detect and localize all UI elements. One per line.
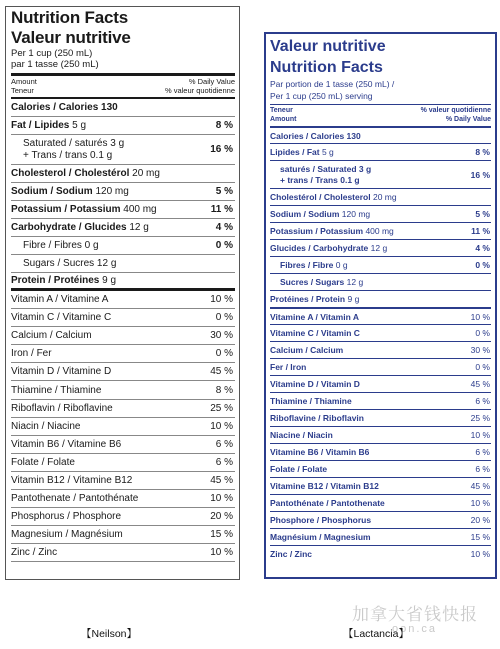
vitamin-name: Zinc / Zinc [11,547,58,559]
vitamin-row [11,472,235,490]
vitamin-row [11,309,235,327]
fat-qty: 5 g [72,120,87,131]
vitamin-name: Magnesium / Magnésium [11,529,123,541]
cholesterol-label: Cholestérol / Cholesterol [270,192,371,202]
calories-text: Calories / Calories 130 [11,102,118,113]
cholesterol-row [270,188,491,205]
fibre-row [11,237,235,255]
cholesterol-qty: 20 mg [132,168,160,179]
vitamin-name: Vitamin B12 / Vitamine B12 [11,474,133,486]
vitamin-dv: 10 % [210,547,233,559]
potassium-dv: 11 % [471,226,490,236]
vitamin-name: Pantothenate / Pantothénate [11,493,139,505]
vitamin-dv: 0 % [215,348,233,360]
serving-fr: par 1 tasse (250 mL) [11,59,99,70]
fibre-label: Fibres / Fibre [280,260,334,270]
vitamin-name: Vitamin B6 / Vitamine B6 [11,438,122,450]
vitamin-name: Vitamine B6 / Vitamin B6 [270,447,370,457]
vitamin-dv: 10 % [210,420,233,432]
teneur-header: Teneur [270,107,293,114]
cholesterol-row [11,165,235,183]
vitamin-name: Folate / Folate [270,464,328,474]
sodium-row [11,183,235,201]
vitamin-dv: 45 % [210,366,233,378]
vitamin-dv: 30 % [470,345,490,355]
vitamin-name: Calcium / Calcium [11,330,92,342]
potassium-qty: 400 mg [365,226,394,236]
fat-dv: 8 % [475,147,490,157]
vitamin-row [270,409,491,426]
vitamin-name: Pantothénate / Pantothenate [270,498,385,508]
vitamin-row [270,460,491,477]
vitamin-dv: 0 % [215,312,233,324]
vitamin-dv: 6 % [475,447,490,457]
vitamin-row [270,511,491,528]
vitamin-dv: 10 % [210,294,233,306]
vitamin-name: Riboflavine / Riboflavin [270,413,364,423]
vitamin-dv: 25 % [470,413,490,423]
vitamin-row [270,341,491,358]
vitamin-row [270,494,491,511]
vitamin-dv: 6 % [475,396,490,406]
fat-row [270,143,491,160]
serving-fr: Par portion de 1 tasse (250 mL) / [270,79,395,89]
carbohydrate-row [270,239,491,256]
vitamin-dv: 6 % [215,456,233,468]
vitamin-row [270,307,491,324]
protein-qty: 9 g [102,275,117,286]
calories-row [270,126,491,143]
vitamin-row [270,477,491,494]
protein-qty: 9 g [347,294,360,304]
vitamin-dv: 6 % [215,438,233,450]
serving-en: Per 1 cup (250 mL) [11,48,93,59]
vitamin-dv: 10 % [470,549,490,559]
vitamin-name: Vitamin D / Vitamine D [11,366,112,378]
fibre-text: Fibre / Fibres 0 g [23,240,99,251]
sodium-dv: 5 % [475,209,490,219]
column-header [270,104,491,126]
fat-label: Lipides / Fat [270,147,320,157]
sugars-text: Sugars / Sucres 12 g [23,258,117,269]
nutrition-label-lactancia [264,32,497,579]
carbohydrate-dv: 4 % [475,243,490,253]
sugars-qty: 12 g [346,277,364,287]
vitamin-name: Vitamine C / Vitamin C [270,328,360,338]
vitamin-row [270,426,491,443]
vitamin-name: Vitamine A / Vitamin A [270,311,359,322]
vitamin-name: Vitamine B12 / Vitamin B12 [270,481,379,491]
vitamin-row [11,381,235,399]
nutrition-label-neilson [5,6,240,580]
vitamin-dv: 45 % [210,474,233,486]
sodium-row [270,205,491,222]
vitamin-name: Magnésium / Magnesium [270,532,371,542]
vitamin-row [270,358,491,375]
calories-text: Calories / Calories 130 [270,130,361,141]
vitamin-row [270,528,491,545]
vitamin-row [11,544,235,562]
potassium-label: Potassium / Potassium [270,226,364,236]
watermark: 加拿大省钱快报 [352,605,478,624]
vitamin-row [11,363,235,381]
valeur-quotidienne-header: % valeur quotidienne [420,107,491,114]
vitamin-name: Thiamine / Thiamine [11,384,102,396]
vitamin-row [270,392,491,409]
potassium-row [11,201,235,219]
sodium-dv: 5 % [215,186,233,197]
protein-label: Protéines / Protein [270,294,346,304]
saturated-dv: 16 % [210,144,233,155]
vitamin-name: Calcium / Calcium [270,345,344,355]
teneur-header: Teneur [11,85,34,95]
vitamin-dv: 6 % [475,464,490,474]
fat-label: Fat / Lipides [11,120,70,131]
vitamin-row [270,375,491,392]
vitamin-name: Zinc / Zinc [270,549,313,559]
vitamin-dv: 15 % [470,532,490,542]
caption-lactancia: 【Lactancia】 [343,628,409,640]
label-title-fr: Valeur nutritive [270,38,386,55]
serving-en: Per 1 cup (250 mL) serving [270,91,373,101]
amount-header: Amount [270,115,297,123]
sugars-label: Sucres / Sugars [280,277,345,287]
carbohydrate-qty: 12 g [370,243,388,253]
fat-row [11,117,235,135]
vitamin-dv: 20 % [210,511,233,523]
saturated-trans-row [11,135,235,165]
vitamin-name: Vitamin C / Vitamine C [11,312,112,324]
sugars-row [270,273,491,290]
potassium-label: Potassium / Potassium [11,204,121,215]
vitamin-dv: 25 % [210,402,233,414]
vitamin-list [11,291,235,562]
fibre-dv: 0 % [215,240,233,251]
saturated-trans-row [270,160,491,188]
sodium-label: Sodium / Sodium [270,209,340,219]
vitamin-dv: 10 % [210,493,233,505]
vitamin-dv: 10 % [470,498,490,508]
vitamin-dv: 15 % [210,529,233,541]
column-header [11,73,235,97]
protein-row [11,273,235,291]
vitamin-row [11,526,235,544]
vitamin-dv: 8 % [215,384,233,396]
vitamin-row [11,400,235,418]
sodium-qty: 120 mg [95,186,129,197]
protein-row [270,290,491,307]
vitamin-dv: 45 % [470,481,490,491]
carbohydrate-label: Carbohydrate / Glucides [11,222,127,233]
fibre-row [270,256,491,273]
potassium-qty: 400 mg [123,204,157,215]
fibre-dv: 0 % [475,260,490,270]
saturated-dv: 16 % [470,169,490,180]
vitamin-dv: 30 % [210,330,233,342]
vitamin-row [11,418,235,436]
trans-text: + Trans / trans 0.1 g [23,149,113,161]
vitamin-row [270,545,491,562]
watermark-url: oon.ca [392,623,438,635]
vitamin-row [11,327,235,345]
vitamin-name: Iron / Fer [11,348,52,360]
vitamin-name: Phosphorus / Phosphore [11,511,122,523]
vitamin-row [11,436,235,454]
vitamin-row [11,508,235,526]
cholesterol-label: Cholesterol / Cholestérol [11,168,130,179]
carbohydrate-row [11,219,235,237]
vitamin-row [11,490,235,508]
vitamin-dv: 45 % [470,379,490,389]
vitamin-list [270,307,491,562]
fibre-qty: 0 g [335,260,348,270]
vitamin-name: Thiamine / Thiamine [270,396,352,406]
sodium-qty: 120 mg [341,209,371,219]
fat-qty: 5 g [321,147,334,157]
vitamin-name: Niacin / Niacine [11,420,81,432]
daily-value-header: % Daily Value [188,77,235,86]
protein-label: Protein / Protéines [11,275,100,286]
vitamin-dv: 0 % [475,328,490,338]
carbohydrate-qty: 12 g [129,222,149,233]
potassium-dv: 11 % [210,204,233,215]
amount-header: Amount [11,77,37,86]
vitamin-row [11,291,235,309]
caption-neilson: 【Neilson】 [81,628,138,640]
vitamin-row [270,443,491,460]
vitamin-name: Niacine / Niacin [270,430,333,440]
fat-dv: 8 % [215,120,233,131]
vitamin-row [11,345,235,363]
potassium-row [270,222,491,239]
label-title-en: Nutrition Facts [270,59,383,76]
calories-row [11,99,235,117]
vitamin-row [270,324,491,341]
vitamin-dv: 20 % [470,515,490,525]
vitamin-name: Phosphore / Phosphorus [270,515,372,525]
sodium-label: Sodium / Sodium [11,186,93,197]
cholesterol-qty: 20 mg [372,192,397,202]
vitamin-dv: 10 % [470,430,490,440]
vitamin-name: Riboflavin / Riboflavine [11,402,113,414]
vitamin-row [11,454,235,472]
vitamin-name: Vitamin A / Vitamine A [11,294,109,306]
vitamin-name: Folate / Folate [11,456,75,468]
carbohydrate-dv: 4 % [215,222,233,233]
label-title-fr: Valeur nutritive [11,28,131,47]
label-title-en: Nutrition Facts [11,8,128,27]
sugars-row [11,255,235,273]
saturated-text: Saturated / saturés 3 g [23,137,125,149]
valeur-quotidienne-header: % valeur quotidienne [164,85,235,95]
vitamin-dv: 0 % [475,362,490,372]
vitamin-name: Fer / Iron [270,362,307,372]
saturated-text: saturés / Saturated 3 g [280,163,372,174]
carbohydrate-label: Glucides / Carbohydrate [270,243,369,253]
daily-value-header: % Daily Value [445,115,491,123]
vitamin-name: Vitamine D / Vitamin D [270,379,360,389]
trans-text: + trans / Trans 0.1 g [280,174,360,185]
vitamin-dv: 10 % [470,311,490,322]
